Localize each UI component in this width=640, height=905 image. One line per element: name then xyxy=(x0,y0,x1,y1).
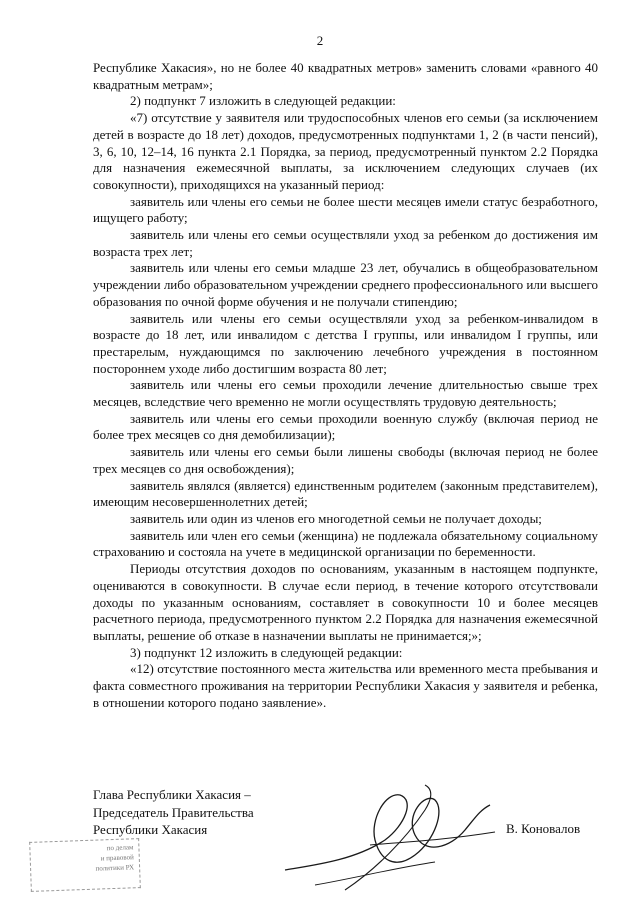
paragraph-7: заявитель или члены его семьи осуществляли уход за ребенком-инвалидом в возрасте до 18 лет, или инвалидом с детства I группы, или инвалидом I группы, или престарелым, нуждающимся по заключению лечебного учреждения в постоянном постороннем уходе либо достигшим возраста 80 лет; xyxy=(93,310,598,376)
stamp-line-2: и правовой xyxy=(100,853,134,863)
paragraph-12: заявитель или один из членов его многодетной семьи не получает доходы; xyxy=(130,510,542,526)
paragraph-11: заявитель являлся (является) единственным родителем (законным представителем), имеющим несовершеннолетних детей; xyxy=(93,477,598,510)
paragraph-6: заявитель или члены его семьи младше 23 лет, обучались в общеобразовательном учреждении либо образовательном учреждении среднего профессионального или высшего образования по очной форме обучения и не получали стипендию; xyxy=(93,260,598,309)
paragraph-1: Республике Хакасия», но не более 40 квадратных метров» заменить словами «равного 40 квадратным метрам»; xyxy=(93,60,598,92)
signature-block xyxy=(93,786,254,839)
paragraph-2: 2) подпункт 7 изложить в следующей редакции: xyxy=(130,93,396,109)
handwritten-signature xyxy=(275,770,505,900)
paragraph-13: заявитель или член его семьи (женщина) не подлежала обязательному социальному страхованию и состояла на учете в медицинской организации по беременности. xyxy=(93,527,598,560)
paragraph-4: заявитель или члены его семьи не более шести месяцев имели статус безработного, ищущего работу; xyxy=(93,193,598,226)
page-number: 2 xyxy=(316,33,324,48)
stamp-line-1: по делам xyxy=(106,843,134,853)
stamp-line-3: политики РХ xyxy=(95,863,135,873)
registration-stamp xyxy=(29,838,141,892)
paragraph-5: заявитель или члены его семьи осуществляли уход за ребенком до достижения им возраста трех лет; xyxy=(93,227,598,259)
paragraph-8: заявитель или члены его семьи проходили лечение длительностью свыше трех месяцев, вследствие чего временно не могли осуществлять трудовую деятельность; xyxy=(93,377,598,410)
paragraph-16: «12) отсутствие постоянного места жительства или временного места пребывания и факта совместного проживания на территории Республики Хакасия у заявителя и ребенка, в отношении которого подано заявление». xyxy=(93,661,598,710)
signatory-title-line-2: Председатель Правительства xyxy=(93,804,254,820)
paragraph-9: заявитель или члены его семьи проходили военную службу (включая период не более трех месяцев со дня демобилизации); xyxy=(93,410,598,443)
paragraph-3: «7) отсутствие у заявителя или трудоспособных членов его семьи (за исключением детей в возрасте до 18 лет) доходов, предусмотренных подпунктами 1, 2 (в части пенсий), 3, 6, 10, 12–14, 16 пункта 2.1 Порядка, за период, предусмотренный пунктом 2.2 Порядка для назначения ежемесячной выплаты, за исключением следующих случаев (их совокупности), приходящихся на указанный период: xyxy=(93,110,598,192)
signer-name: В. Коновалов xyxy=(506,821,581,836)
paragraph-10: заявитель или члены его семьи были лишены свободы (включая период не более трех месяцев со дня освобождения); xyxy=(93,444,598,476)
signatory-title-line-3: Республики Хакасия xyxy=(93,822,208,837)
signatory-title-line-1: Глава Республики Хакасия – xyxy=(93,787,251,802)
paragraph-15: 3) подпункт 12 изложить в следующей редакции: xyxy=(130,644,403,660)
document-body xyxy=(93,60,598,711)
paragraph-14: Периоды отсутствия доходов по основаниям, указанным в настоящем подпункте, оцениваются в совокупности. В случае если период, в течение которого отсутствовали доходы по указанным основаниям, составляет в совокупности 10 и более месяцев расчетного периода, предусмотренного пунктом 2.2 Порядка для назначения ежемесячной выплаты, решение об отказе в назначении выплаты не принимается;»; xyxy=(93,561,598,643)
